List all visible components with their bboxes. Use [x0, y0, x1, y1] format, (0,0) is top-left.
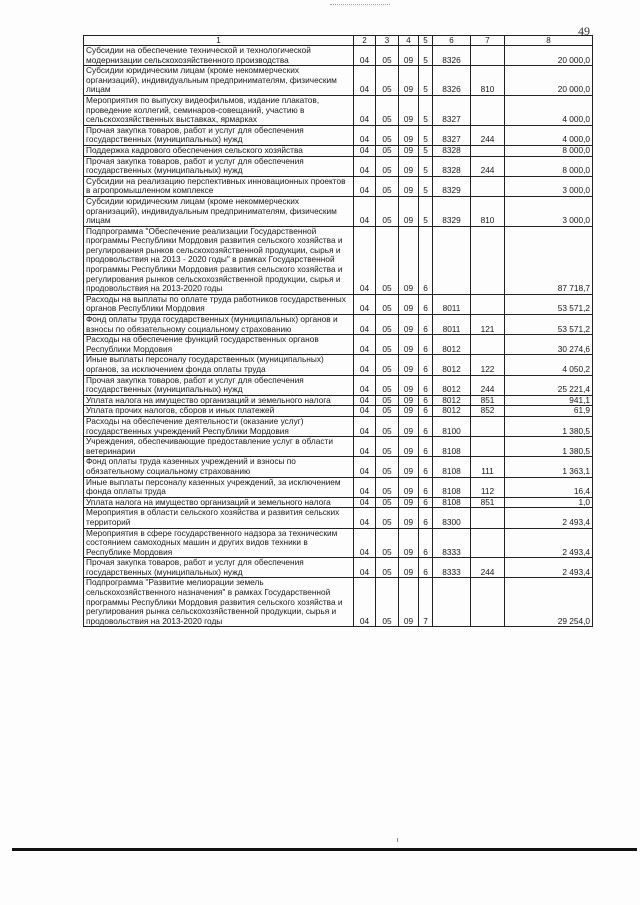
row-code-cell: 04 — [354, 578, 376, 627]
row-code-cell: 09 — [399, 437, 419, 457]
row-amount-cell: 53 571,2 — [505, 315, 593, 335]
row-code-cell: 810 — [471, 196, 505, 226]
row-code-cell: 04 — [354, 46, 376, 66]
row-code-cell: 122 — [471, 355, 505, 375]
page-number: 49 — [578, 24, 590, 38]
row-code-cell: 09 — [399, 335, 419, 355]
row-name-cell: Мероприятия в сфере государственного надзора за техническим состоянием самоходных машин и других видов техники в Республике Мордовия — [84, 528, 354, 558]
row-name-cell: Прочая закупка товаров, работ и услуг для обеспечения государственных (муниципальных) нужд — [84, 375, 354, 395]
row-name-cell: Расходы на обеспечение функций государственных органов Республики Мордовия — [84, 335, 354, 355]
row-code-cell — [433, 226, 471, 294]
row-code-cell: 8333 — [433, 558, 471, 578]
row-code-cell: 09 — [399, 528, 419, 558]
scan-artifact — [330, 4, 390, 7]
row-code-cell: 112 — [471, 477, 505, 497]
row-name-cell: Подпрограмма "Обеспечение реализации Государственной программы Республики Мордовия развития сельского хозяйства и регулирования рынков сельскохозяйственной продукции, сырья и продовольствия на 2013 - 2020 годы" в рамках Государственной программы Республики Мордовия развития сельского хозяйства и регулирования рынков сельскохозяйственной продукции, сырья и продовольствия на 2013-2020 годы — [84, 226, 354, 294]
row-name-cell: Подпрограмма "Развитие мелиорации земель сельскохозяйственного назначения" в рамках Государственной программы Республики Мордовия развития сельского хозяйства и регулирования рынка сельскохозяйственной продукции, сырья и продовольствия на 2013-2020 годы — [84, 578, 354, 627]
row-name-cell: Уплата прочих налогов, сборов и иных платежей — [84, 406, 354, 417]
row-code-cell: 8333 — [433, 528, 471, 558]
header-row — [84, 36, 593, 46]
row-code-cell: 09 — [399, 125, 419, 145]
row-code-cell: 6 — [419, 508, 433, 528]
row-code-cell: 111 — [471, 457, 505, 477]
row-amount-cell: 61,9 — [505, 406, 593, 417]
row-amount-cell: 30 274,6 — [505, 335, 593, 355]
row-amount-cell: 87 718,7 — [505, 226, 593, 294]
row-code-cell: 04 — [354, 335, 376, 355]
table-row — [84, 315, 593, 335]
row-amount-cell: 29 254,0 — [505, 578, 593, 627]
row-code-cell: 8012 — [433, 395, 471, 406]
row-code-cell — [471, 226, 505, 294]
row-code-cell: 09 — [399, 375, 419, 395]
row-code-cell: 05 — [376, 46, 399, 66]
row-code-cell — [471, 437, 505, 457]
row-code-cell: 244 — [471, 125, 505, 145]
row-code-cell: 04 — [354, 477, 376, 497]
row-code-cell: 05 — [376, 457, 399, 477]
table-row — [84, 335, 593, 355]
row-amount-cell: 8 000,0 — [505, 145, 593, 156]
row-code-cell: 5 — [419, 156, 433, 176]
row-name-cell: Прочая закупка товаров, работ и услуг для обеспечения государственных (муниципальных) нужд — [84, 125, 354, 145]
row-code-cell: 09 — [399, 558, 419, 578]
row-code-cell: 5 — [419, 46, 433, 66]
row-name-cell: Субсидии юридическим лицам (кроме некоммерческих организаций), индивидуальным предпринимателям, физическим лицам — [84, 66, 354, 96]
row-code-cell — [433, 578, 471, 627]
row-code-cell: 8327 — [433, 125, 471, 145]
row-code-cell: 09 — [399, 315, 419, 335]
row-code-cell: 04 — [354, 508, 376, 528]
row-code-cell: 04 — [354, 375, 376, 395]
row-amount-cell: 2 493,4 — [505, 508, 593, 528]
row-amount-cell: 8 000,0 — [505, 156, 593, 176]
table-row — [84, 176, 593, 196]
row-code-cell: 09 — [399, 294, 419, 314]
header-cell: 5 — [419, 36, 433, 46]
table-row — [84, 66, 593, 96]
row-code-cell: 09 — [399, 66, 419, 96]
row-code-cell: 04 — [354, 406, 376, 417]
table-row — [84, 156, 593, 176]
row-code-cell: 8012 — [433, 375, 471, 395]
row-code-cell: 6 — [419, 395, 433, 406]
row-code-cell: 09 — [399, 145, 419, 156]
row-code-cell: 09 — [399, 226, 419, 294]
row-code-cell: 5 — [419, 176, 433, 196]
row-code-cell: 04 — [354, 156, 376, 176]
row-code-cell — [471, 508, 505, 528]
row-code-cell: 6 — [419, 294, 433, 314]
table-row — [84, 375, 593, 395]
row-name-cell: Мероприятия в области сельского хозяйства и развития сельских территорий — [84, 508, 354, 528]
row-code-cell: 8300 — [433, 508, 471, 528]
row-code-cell: 04 — [354, 528, 376, 558]
row-code-cell: 05 — [376, 437, 399, 457]
table-row — [84, 46, 593, 66]
page-bottom-border — [12, 848, 637, 851]
table-row — [84, 355, 593, 375]
table-row — [84, 528, 593, 558]
row-name-cell: Субсидии юридическим лицам (кроме некоммерческих организаций), индивидуальным предпринимателям, физическим лицам — [84, 196, 354, 226]
row-code-cell: 05 — [376, 145, 399, 156]
row-code-cell: 04 — [354, 315, 376, 335]
row-amount-cell: 3 000,0 — [505, 176, 593, 196]
header-cell: 1 — [84, 36, 354, 46]
table-body — [84, 46, 593, 627]
row-code-cell: 04 — [354, 558, 376, 578]
row-code-cell: 04 — [354, 125, 376, 145]
table-row — [84, 477, 593, 497]
row-name-cell: Фонд оплаты труда казенных учреждений и взносы по обязательному социальному страхованию — [84, 457, 354, 477]
row-code-cell: 6 — [419, 355, 433, 375]
row-amount-cell: 53 571,2 — [505, 294, 593, 314]
row-code-cell: 8108 — [433, 497, 471, 508]
row-amount-cell: 2 493,4 — [505, 528, 593, 558]
row-code-cell: 8012 — [433, 335, 471, 355]
row-code-cell: 6 — [419, 497, 433, 508]
row-code-cell: 7 — [419, 578, 433, 627]
row-code-cell: 8329 — [433, 176, 471, 196]
row-code-cell: 6 — [419, 406, 433, 417]
row-code-cell: 5 — [419, 196, 433, 226]
row-code-cell: 5 — [419, 145, 433, 156]
row-name-cell: Уплата налога на имущество организаций и земельного налога — [84, 395, 354, 406]
row-code-cell: 04 — [354, 416, 376, 436]
table-row — [84, 226, 593, 294]
row-name-cell: Прочая закупка товаров, работ и услуг для обеспечения государственных (муниципальных) нужд — [84, 558, 354, 578]
table-row — [84, 294, 593, 314]
row-code-cell: 6 — [419, 558, 433, 578]
row-code-cell: 8100 — [433, 416, 471, 436]
row-name-cell: Поддержка кадрового обеспечения сельского хозяйства — [84, 145, 354, 156]
row-code-cell: 09 — [399, 95, 419, 125]
row-code-cell — [471, 46, 505, 66]
row-code-cell: 8108 — [433, 437, 471, 457]
row-code-cell: 04 — [354, 457, 376, 477]
row-code-cell: 05 — [376, 497, 399, 508]
row-code-cell: 09 — [399, 406, 419, 417]
header-cell: 4 — [399, 36, 419, 46]
row-name-cell: Фонд оплаты труда государственных (муниципальных) органов и взносы по обязательному социальному страхованию — [84, 315, 354, 335]
row-code-cell: 5 — [419, 125, 433, 145]
row-code-cell: 05 — [376, 66, 399, 96]
row-code-cell — [471, 335, 505, 355]
row-code-cell: 04 — [354, 294, 376, 314]
row-code-cell: 8011 — [433, 315, 471, 335]
row-code-cell: 04 — [354, 437, 376, 457]
row-amount-cell: 20 000,0 — [505, 46, 593, 66]
row-code-cell: 05 — [376, 416, 399, 436]
row-code-cell: 8328 — [433, 156, 471, 176]
row-code-cell: 121 — [471, 315, 505, 335]
row-code-cell: 05 — [376, 294, 399, 314]
row-name-cell: Расходы на обеспечение деятельности (оказание услуг) государственных учреждений Республики Мордовия — [84, 416, 354, 436]
row-code-cell: 05 — [376, 226, 399, 294]
row-code-cell: 852 — [471, 406, 505, 417]
row-code-cell: 6 — [419, 528, 433, 558]
row-code-cell: 04 — [354, 176, 376, 196]
row-code-cell: 09 — [399, 46, 419, 66]
row-code-cell: 6 — [419, 457, 433, 477]
row-code-cell: 04 — [354, 226, 376, 294]
row-code-cell: 05 — [376, 355, 399, 375]
row-name-cell: Субсидии на реализацию перспективных инновационных проектов в агропромышленном комплексе — [84, 176, 354, 196]
row-code-cell: 05 — [376, 406, 399, 417]
row-code-cell: 8012 — [433, 406, 471, 417]
table-row — [84, 497, 593, 508]
table-row — [84, 196, 593, 226]
row-code-cell: 04 — [354, 355, 376, 375]
row-code-cell: 05 — [376, 156, 399, 176]
row-code-cell: 8326 — [433, 66, 471, 96]
row-code-cell: 09 — [399, 497, 419, 508]
row-code-cell: 8108 — [433, 477, 471, 497]
row-code-cell: 851 — [471, 395, 505, 406]
row-code-cell: 05 — [376, 508, 399, 528]
row-code-cell: 5 — [419, 66, 433, 96]
row-code-cell: 244 — [471, 375, 505, 395]
row-code-cell: 6 — [419, 335, 433, 355]
row-code-cell: 09 — [399, 508, 419, 528]
row-code-cell: 04 — [354, 95, 376, 125]
row-amount-cell: 3 000,0 — [505, 196, 593, 226]
row-name-cell: Уплата налога на имущество организаций и земельного налога — [84, 497, 354, 508]
row-code-cell: 8329 — [433, 196, 471, 226]
row-code-cell: 09 — [399, 355, 419, 375]
table-row — [84, 125, 593, 145]
row-amount-cell: 25 221,4 — [505, 375, 593, 395]
row-code-cell: 05 — [376, 477, 399, 497]
row-code-cell — [471, 95, 505, 125]
row-code-cell: 244 — [471, 558, 505, 578]
row-code-cell — [471, 294, 505, 314]
row-code-cell: 6 — [419, 416, 433, 436]
row-code-cell: 6 — [419, 226, 433, 294]
row-amount-cell: 1,0 — [505, 497, 593, 508]
table-row — [84, 437, 593, 457]
row-code-cell: 05 — [376, 578, 399, 627]
row-code-cell: 09 — [399, 196, 419, 226]
row-code-cell: 6 — [419, 315, 433, 335]
row-code-cell: 05 — [376, 176, 399, 196]
row-code-cell: 244 — [471, 156, 505, 176]
row-code-cell: 09 — [399, 176, 419, 196]
scan-artifact — [397, 838, 398, 842]
row-code-cell: 05 — [376, 335, 399, 355]
row-code-cell: 05 — [376, 196, 399, 226]
row-amount-cell: 1 380,5 — [505, 416, 593, 436]
row-code-cell: 05 — [376, 315, 399, 335]
row-amount-cell: 20 000,0 — [505, 66, 593, 96]
row-amount-cell: 16,4 — [505, 477, 593, 497]
header-cell: 6 — [433, 36, 471, 46]
row-code-cell — [471, 528, 505, 558]
row-code-cell: 09 — [399, 477, 419, 497]
row-code-cell: 6 — [419, 375, 433, 395]
row-amount-cell: 1 363,1 — [505, 457, 593, 477]
row-code-cell: 04 — [354, 196, 376, 226]
table-row — [84, 558, 593, 578]
header-cell: 3 — [376, 36, 399, 46]
row-name-cell: Расходы на выплаты по оплате труда работников государственных органов Республики Мордовия — [84, 294, 354, 314]
row-amount-cell: 4 000,0 — [505, 125, 593, 145]
budget-table — [83, 35, 593, 627]
row-code-cell: 09 — [399, 416, 419, 436]
row-code-cell: 8328 — [433, 145, 471, 156]
row-code-cell: 8108 — [433, 457, 471, 477]
table-row — [84, 395, 593, 406]
row-code-cell: 05 — [376, 528, 399, 558]
row-code-cell: 810 — [471, 66, 505, 96]
table-row — [84, 508, 593, 528]
row-code-cell: 8012 — [433, 355, 471, 375]
row-code-cell: 8011 — [433, 294, 471, 314]
row-code-cell: 05 — [376, 95, 399, 125]
row-code-cell — [471, 578, 505, 627]
row-code-cell: 05 — [376, 125, 399, 145]
header-cell: 8 — [505, 36, 593, 46]
row-code-cell: 04 — [354, 395, 376, 406]
table-row — [84, 95, 593, 125]
row-name-cell: Прочая закупка товаров, работ и услуг для обеспечения государственных (муниципальных) нужд — [84, 156, 354, 176]
row-name-cell: Субсидии на обеспечение технической и технологической модернизации сельскохозяйственного производства — [84, 46, 354, 66]
table-row — [84, 406, 593, 417]
row-code-cell: 6 — [419, 437, 433, 457]
row-name-cell: Иные выплаты персоналу казенных учреждений, за исключением фонда оплаты труда — [84, 477, 354, 497]
header-cell: 7 — [471, 36, 505, 46]
row-code-cell: 6 — [419, 477, 433, 497]
row-amount-cell: 4 050,2 — [505, 355, 593, 375]
row-amount-cell: 1 380,5 — [505, 437, 593, 457]
row-code-cell: 8326 — [433, 46, 471, 66]
table-row — [84, 578, 593, 627]
row-amount-cell: 2 493,4 — [505, 558, 593, 578]
row-amount-cell: 4 000,0 — [505, 95, 593, 125]
table-row — [84, 457, 593, 477]
row-name-cell: Мероприятия по выпуску видеофильмов, издание плакатов, проведение коллегий, семинаров-совещаний, участию в сельскохозяйственных выставках, ярмарках — [84, 95, 354, 125]
row-code-cell — [471, 176, 505, 196]
row-code-cell: 09 — [399, 578, 419, 627]
row-code-cell: 04 — [354, 145, 376, 156]
row-code-cell: 05 — [376, 395, 399, 406]
row-code-cell: 05 — [376, 558, 399, 578]
row-code-cell: 05 — [376, 375, 399, 395]
row-code-cell: 09 — [399, 156, 419, 176]
row-code-cell: 5 — [419, 95, 433, 125]
row-code-cell: 09 — [399, 457, 419, 477]
row-amount-cell: 941,1 — [505, 395, 593, 406]
table-row — [84, 416, 593, 436]
header-cell: 2 — [354, 36, 376, 46]
row-code-cell: 851 — [471, 497, 505, 508]
row-code-cell: 8327 — [433, 95, 471, 125]
table-row — [84, 145, 593, 156]
row-name-cell: Иные выплаты персоналу государственных (муниципальных) органов, за исключением фонда оплаты труда — [84, 355, 354, 375]
row-code-cell: 09 — [399, 395, 419, 406]
row-code-cell: 04 — [354, 66, 376, 96]
row-code-cell — [471, 416, 505, 436]
row-code-cell: 04 — [354, 497, 376, 508]
row-name-cell: Учреждения, обеспечивающие предоставление услуг в области ветеринарии — [84, 437, 354, 457]
row-code-cell — [471, 145, 505, 156]
